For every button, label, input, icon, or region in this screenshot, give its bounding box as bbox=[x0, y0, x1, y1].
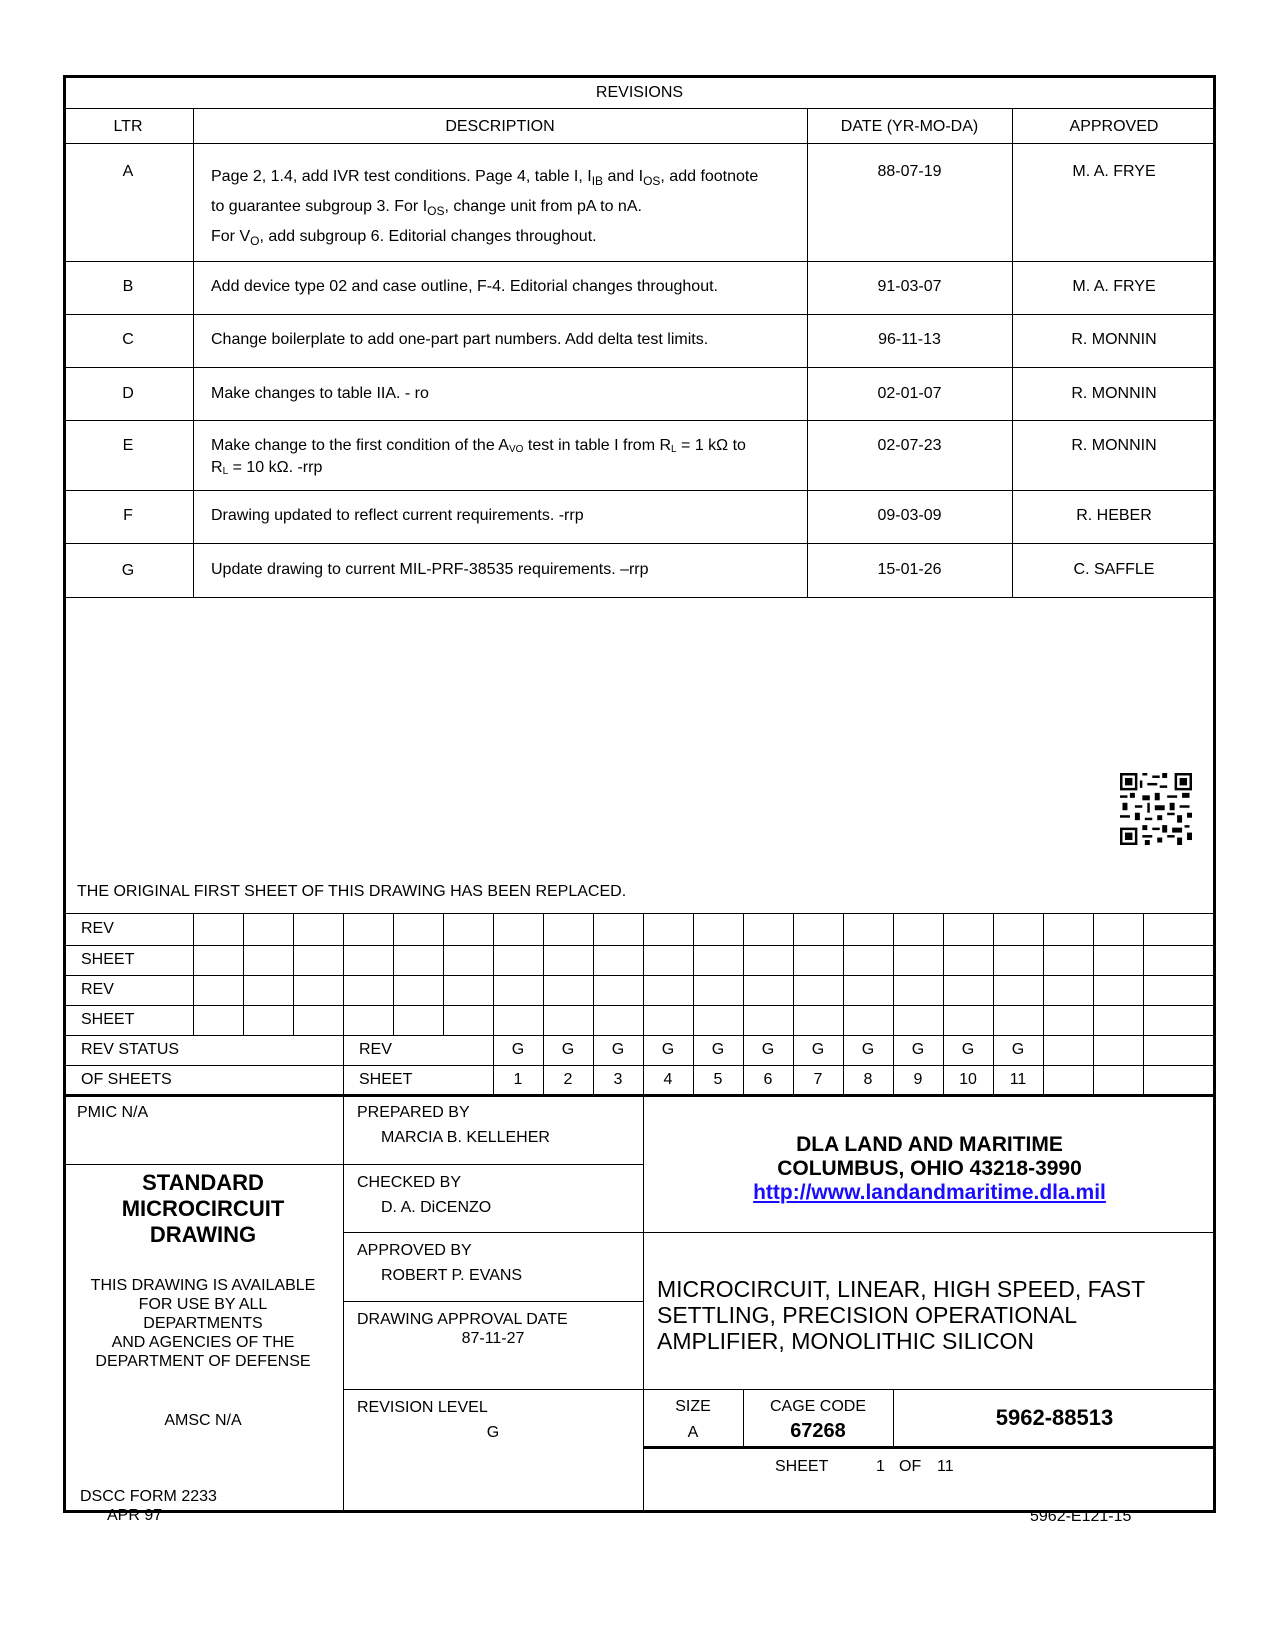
rev-description: Page 2, 1.4, add IVR test conditions. Page 4, table I, $I_{IB}$ and $I_{OS}$, add footnote to guarantee subgroup 3. For $I_{OS}$, change unit from pA to nA. For $V_O$, add subgroup 6. Editorial changes throughout. bbox=[211, 168, 759, 249]
amsc-label: AMSC N/A bbox=[164, 1412, 242, 1429]
sheet-label: SHEET bbox=[775, 1458, 829, 1475]
rev-approved: R. MONNIN bbox=[1071, 331, 1157, 348]
col-date-header: DATE (YR-MO-DA) bbox=[840, 118, 979, 135]
grid-row-label-sheet: SHEET bbox=[81, 951, 135, 968]
rev-description: Make change to the first condition of the $A_{VO}$ test in table I from $R_L = 1$ kΩ to $R_L = 10$ kΩ. -rrp bbox=[211, 437, 746, 477]
rev-date: 91-03-07 bbox=[877, 278, 942, 295]
rev-description: Change boilerplate to add one-part part numbers. Add delta test limits. bbox=[211, 331, 709, 348]
rev-status-sheet: 5 bbox=[713, 1071, 723, 1088]
rev-status-rev: G bbox=[511, 1041, 525, 1058]
sheet-total: 11 bbox=[937, 1458, 954, 1475]
rev-description: Drawing updated to reflect current requirements. -rrp bbox=[211, 507, 584, 524]
rev-status-rev: G bbox=[911, 1041, 925, 1058]
rev-status-rev: G bbox=[1011, 1041, 1025, 1058]
agency-url-link[interactable]: http://www.landandmaritime.dla.mil bbox=[753, 1181, 1106, 1204]
checked-by-label: CHECKED BY bbox=[357, 1174, 462, 1191]
rev-approved: M. A. FRYE bbox=[1072, 163, 1156, 180]
rev-ltr: D bbox=[122, 385, 134, 402]
rev-status-sheet: 11 bbox=[1009, 1071, 1027, 1088]
rev-status-sheet: 10 bbox=[959, 1071, 977, 1088]
rev-approved: M. A. FRYE bbox=[1072, 278, 1156, 295]
form-date: APR 97 bbox=[107, 1507, 163, 1524]
rev-status-rev: G bbox=[611, 1041, 625, 1058]
document-id: 5962-E121-15 bbox=[1030, 1508, 1132, 1525]
rev-date: 02-07-23 bbox=[877, 437, 942, 454]
rev-status-rev: G bbox=[861, 1041, 875, 1058]
prepared-by-label: PREPARED BY bbox=[357, 1104, 470, 1121]
col-description-header: DESCRIPTION bbox=[445, 118, 555, 135]
revisions-header: REVISIONS bbox=[595, 84, 684, 101]
rev-date: 88-07-19 bbox=[877, 163, 942, 180]
rev-status-sheet: 6 bbox=[763, 1071, 773, 1088]
approval-date: 87-11-27 bbox=[461, 1330, 525, 1347]
rev-date: 15-01-26 bbox=[877, 561, 942, 578]
rev-approved: R. MONNIN bbox=[1071, 385, 1157, 402]
sheet-number: 1 bbox=[876, 1458, 885, 1475]
rev-status-rev: G bbox=[661, 1041, 675, 1058]
rev-status-rev: G bbox=[711, 1041, 725, 1058]
rev-approved: R. HEBER bbox=[1076, 507, 1152, 524]
rev-ltr: C bbox=[122, 331, 134, 348]
rev-status-label: REV STATUS bbox=[81, 1041, 180, 1058]
approved-by-name: ROBERT P. EVANS bbox=[381, 1267, 523, 1284]
rev-status-rev: G bbox=[811, 1041, 825, 1058]
checked-by-name: D. A. DiCENZO bbox=[381, 1199, 492, 1216]
rev-date: 02-01-07 bbox=[877, 385, 942, 402]
grid-row-label-sheet: SHEET bbox=[81, 1011, 135, 1028]
standard-microcircuit-drawing: STANDARD MICROCIRCUIT DRAWING bbox=[121, 1170, 285, 1247]
col-approved-header: APPROVED bbox=[1069, 118, 1159, 135]
of-sheets-label: OF SHEETS bbox=[81, 1071, 172, 1088]
cage-code: 67268 bbox=[790, 1420, 846, 1442]
drawing-number: 5962-88513 bbox=[995, 1405, 1114, 1430]
rev-ltr: B bbox=[122, 278, 134, 295]
agency-block: DLA LAND AND MARITIME COLUMBUS, OHIO 43218-3990 http://www.landandmaritime.dla.mil bbox=[753, 1133, 1106, 1204]
revision-level-label: REVISION LEVEL bbox=[357, 1399, 488, 1416]
rev-description: Add device type 02 and case outline, F-4. Editorial changes throughout. bbox=[211, 278, 718, 295]
cage-code-label: CAGE CODE bbox=[769, 1398, 866, 1415]
rev-date: 09-03-09 bbox=[877, 507, 942, 524]
rev-label: REV bbox=[359, 1041, 392, 1058]
prepared-by-name: MARCIA B. KELLEHER bbox=[381, 1129, 550, 1146]
rev-description: Make changes to table IIA. - ro bbox=[211, 385, 429, 402]
rev-status-sheet: 2 bbox=[563, 1071, 573, 1088]
grid-row-label-rev: REV bbox=[81, 981, 114, 998]
form-number: DSCC FORM 2233 bbox=[80, 1488, 217, 1505]
rev-date: 96-11-13 bbox=[878, 331, 941, 348]
size-label: SIZE bbox=[675, 1398, 711, 1415]
rev-status-sheet: 9 bbox=[913, 1071, 923, 1088]
rev-ltr: E bbox=[122, 437, 134, 454]
of-label: OF bbox=[899, 1458, 922, 1475]
availability-statement: THIS DRAWING IS AVAILABLE FOR USE BY ALL DEPARTMENTS AND AGENCIES OF THE DEPARTMENT OF DEFENSE bbox=[90, 1277, 316, 1370]
rev-ltr: G bbox=[121, 562, 135, 579]
rev-status-sheet: 8 bbox=[863, 1071, 873, 1088]
rev-approved: R. MONNIN bbox=[1071, 437, 1157, 454]
qr-code-icon bbox=[1120, 773, 1192, 845]
approved-by-label: APPROVED BY bbox=[357, 1242, 472, 1259]
rev-status-sheet: 3 bbox=[613, 1071, 623, 1088]
size-value: A bbox=[687, 1424, 699, 1441]
rev-ltr: F bbox=[123, 507, 133, 524]
drawing-title: MICROCIRCUIT, LINEAR, HIGH SPEED, FAST SETTLING, PRECISION OPERATIONAL AMPLIFIER, MONOLITHIC SILICON bbox=[657, 1276, 1146, 1354]
approval-date-label: DRAWING APPROVAL DATE bbox=[357, 1311, 568, 1328]
pmic-label: PMIC N/A bbox=[77, 1104, 149, 1121]
col-ltr-header: LTR bbox=[113, 118, 143, 135]
rev-approved: C. SAFFLE bbox=[1073, 561, 1155, 578]
rev-status-sheet: 1 bbox=[513, 1071, 523, 1088]
grid-row-label-rev: REV bbox=[81, 920, 114, 937]
sheet-label: SHEET bbox=[359, 1071, 413, 1088]
rev-status-rev: G bbox=[961, 1041, 975, 1058]
rev-status-rev: G bbox=[561, 1041, 575, 1058]
rev-status-sheet: 4 bbox=[663, 1071, 673, 1088]
replaced-note: THE ORIGINAL FIRST SHEET OF THIS DRAWING HAS BEEN REPLACED. bbox=[77, 883, 627, 900]
revision-level: G bbox=[486, 1424, 500, 1441]
rev-status-sheet: 7 bbox=[813, 1071, 823, 1088]
rev-ltr: A bbox=[122, 163, 134, 180]
rev-description: Update drawing to current MIL-PRF-38535 requirements. –rrp bbox=[211, 561, 649, 578]
rev-status-rev: G bbox=[761, 1041, 775, 1058]
